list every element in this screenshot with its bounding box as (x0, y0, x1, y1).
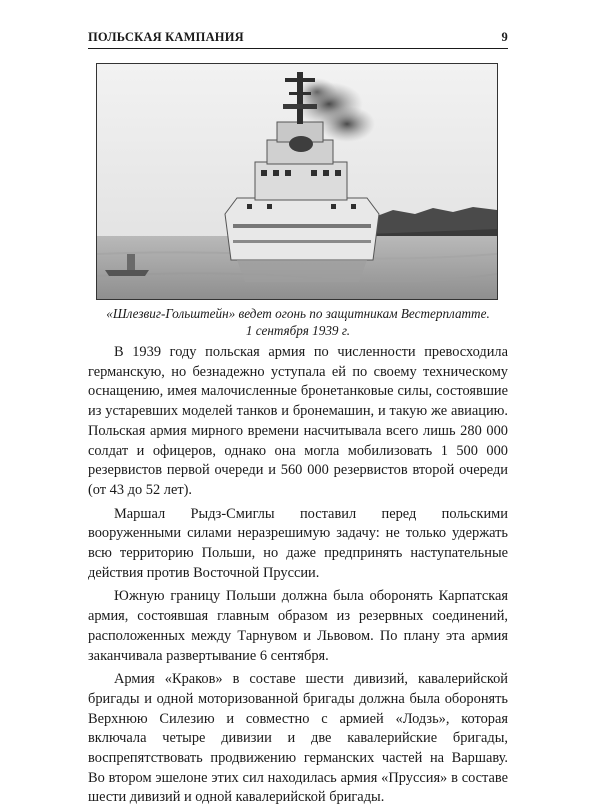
paragraph: Маршал Рыдз-Смиглы поставил перед польскими вооруженными силами неразрешимую задачу: не только удержать всю территорию Польши, но даже предпринять наступательные действия против Восточной Пруссии. (88, 505, 508, 581)
section-title: ПОЛЬСКАЯ КАМПАНИЯ (88, 30, 244, 44)
header-rule (88, 48, 508, 49)
running-header (88, 30, 508, 45)
paragraph: Армия «Краков» в составе шести дивизий, кавалерийской бригады и одной моторизованной бригады должна была оборонять Верхнюю Силезию и совместно с армией «Лодзь», которая включала четыре дивизии и две кавалерийские бригады, воспрепятствовать продвижению германских частей на Варшаву. Во втором эшелоне этих сил находилась армия «Пруссия» в составе шести дивизий и одной кавалерийской бригады. (88, 671, 508, 806)
caption-line-2: 1 сентября 1939 г. (245, 323, 351, 338)
battleship-photo (96, 63, 498, 300)
paragraph: В 1939 году польская армия по численности превосходила германскую, но безнадежно уступала ей по своему техническому оснащению, имея малочисленные бронетанковые силы, состоявшие из устаревших моделей танков и бронемашин, и такую же авиацию. Польская армия мирного времени насчитывала всего лишь 280 000 солдат и офицеров, однако она могла мобилизовать 1 500 000 резервистов первой очереди и 560 000 резервистов второй очереди (от 43 до 52 лет). (88, 344, 508, 498)
body-text (88, 343, 508, 812)
figure-caption (88, 305, 508, 339)
paragraph: Южную границу Польши должна была оборонять Карпатская армия, состоявшая главным образом из резервных соединений, расположенных между Тарнувом и Львовом. По плану эта армия заканчивала развертывание 6 сентября. (88, 588, 508, 664)
caption-line-1: «Шлезвиг-Гольштейн» ведет огонь по защитникам Вестерплатте. (106, 306, 490, 321)
page-number: 9 (501, 30, 508, 44)
